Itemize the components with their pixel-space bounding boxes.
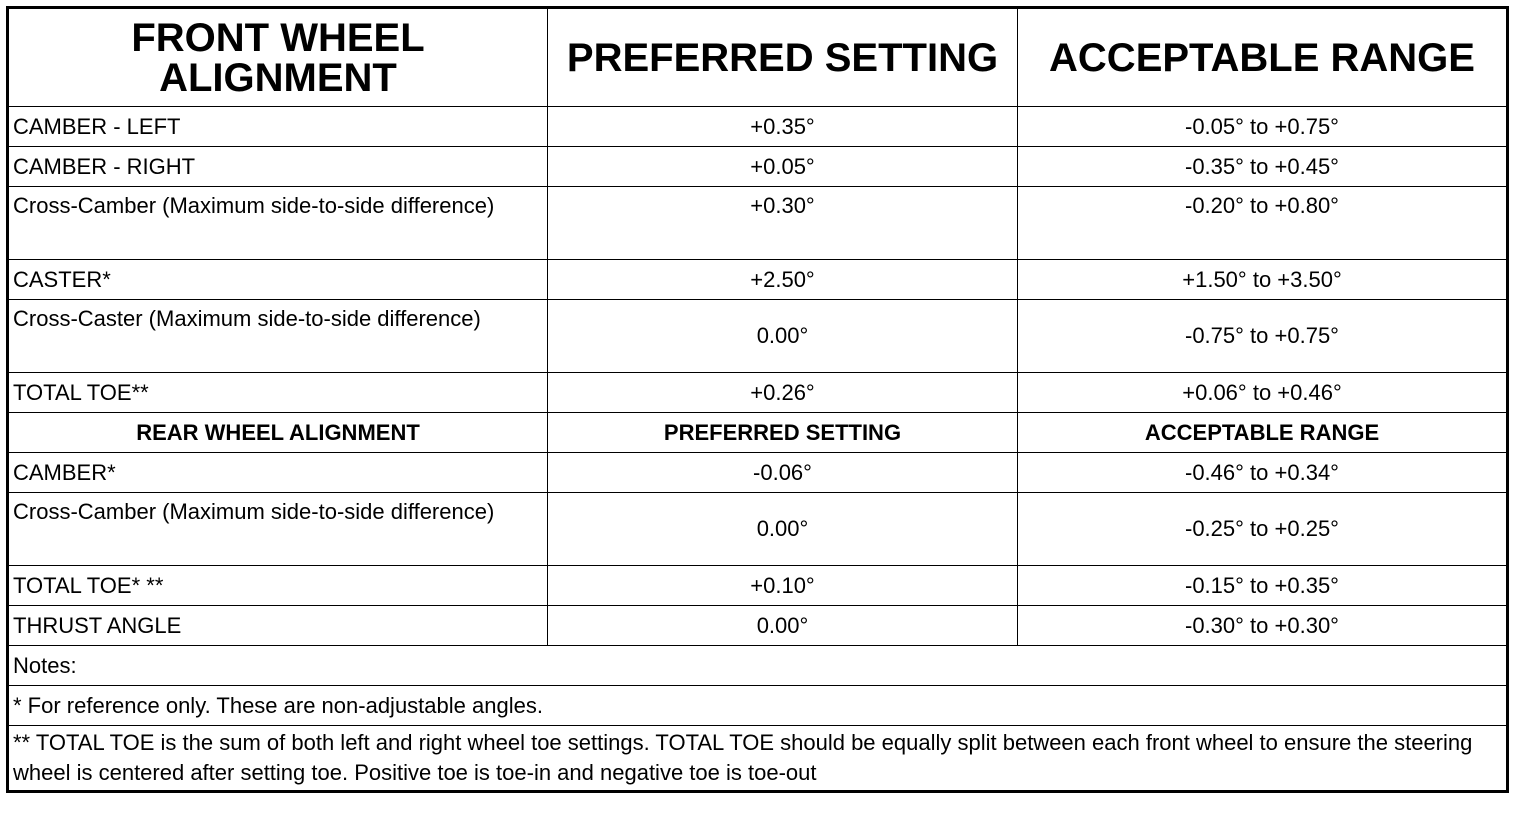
row-preferred: 0.00° — [548, 300, 1018, 373]
row-range: -0.25° to +0.25° — [1018, 493, 1508, 566]
note-row — [8, 726, 1508, 792]
row-label: CASTER* — [8, 260, 548, 300]
row-label: Cross-Caster (Maximum side-to-side difference) — [8, 300, 548, 373]
row-preferred: 0.00° — [548, 493, 1018, 566]
table-row — [8, 260, 1508, 300]
table-row — [8, 187, 1508, 260]
alignment-spec-table — [6, 6, 1509, 793]
front-range-header: ACCEPTABLE RANGE — [1018, 8, 1508, 107]
row-label: CAMBER - LEFT — [8, 107, 548, 147]
notes-heading-row — [8, 646, 1508, 686]
table-row — [8, 373, 1508, 413]
note-2: ** TOTAL TOE is the sum of both left and right wheel toe settings. TOTAL TOE should be equally split between each front wheel to ensure the steering wheel is centered after setting toe. Positive toe is toe-in and negative toe is toe-out — [8, 726, 1508, 792]
notes-heading: Notes: — [8, 646, 1508, 686]
row-preferred: +0.10° — [548, 566, 1018, 606]
row-label: TOTAL TOE** — [8, 373, 548, 413]
rear-header-row — [8, 413, 1508, 453]
row-range: -0.35° to +0.45° — [1018, 147, 1508, 187]
row-range: -0.46° to +0.34° — [1018, 453, 1508, 493]
table-row — [8, 300, 1508, 373]
row-preferred: 0.00° — [548, 606, 1018, 646]
row-preferred: +0.35° — [548, 107, 1018, 147]
row-label: CAMBER - RIGHT — [8, 147, 548, 187]
rear-title: REAR WHEEL ALIGNMENT — [8, 413, 548, 453]
table-row — [8, 453, 1508, 493]
row-label: CAMBER* — [8, 453, 548, 493]
front-title-line1: FRONT WHEEL — [131, 15, 425, 60]
note-1: * For reference only. These are non-adjustable angles. — [8, 686, 1508, 726]
row-range: -0.05° to +0.75° — [1018, 107, 1508, 147]
note-row — [8, 686, 1508, 726]
row-label: Cross-Camber (Maximum side-to-side difference) — [8, 187, 548, 260]
rear-range-header: ACCEPTABLE RANGE — [1018, 413, 1508, 453]
rear-preferred-header: PREFERRED SETTING — [548, 413, 1018, 453]
row-preferred: +0.26° — [548, 373, 1018, 413]
row-preferred: +0.30° — [548, 187, 1018, 260]
table-row — [8, 493, 1508, 566]
row-label: Cross-Camber (Maximum side-to-side difference) — [8, 493, 548, 566]
front-preferred-header: PREFERRED SETTING — [548, 8, 1018, 107]
row-preferred: +2.50° — [548, 260, 1018, 300]
row-range: -0.20° to +0.80° — [1018, 187, 1508, 260]
row-range: -0.15° to +0.35° — [1018, 566, 1508, 606]
row-range: +0.06° to +0.46° — [1018, 373, 1508, 413]
table-row — [8, 606, 1508, 646]
table-row — [8, 566, 1508, 606]
row-preferred: -0.06° — [548, 453, 1018, 493]
row-preferred: +0.05° — [548, 147, 1018, 187]
table-row — [8, 147, 1508, 187]
front-title-line2: ALIGNMENT — [159, 55, 397, 100]
row-range: +1.50° to +3.50° — [1018, 260, 1508, 300]
row-range: -0.75° to +0.75° — [1018, 300, 1508, 373]
row-label: THRUST ANGLE — [8, 606, 548, 646]
front-title-cell — [8, 8, 548, 107]
row-label: TOTAL TOE* ** — [8, 566, 548, 606]
front-header-row — [8, 8, 1508, 107]
row-range: -0.30° to +0.30° — [1018, 606, 1508, 646]
table-row — [8, 107, 1508, 147]
